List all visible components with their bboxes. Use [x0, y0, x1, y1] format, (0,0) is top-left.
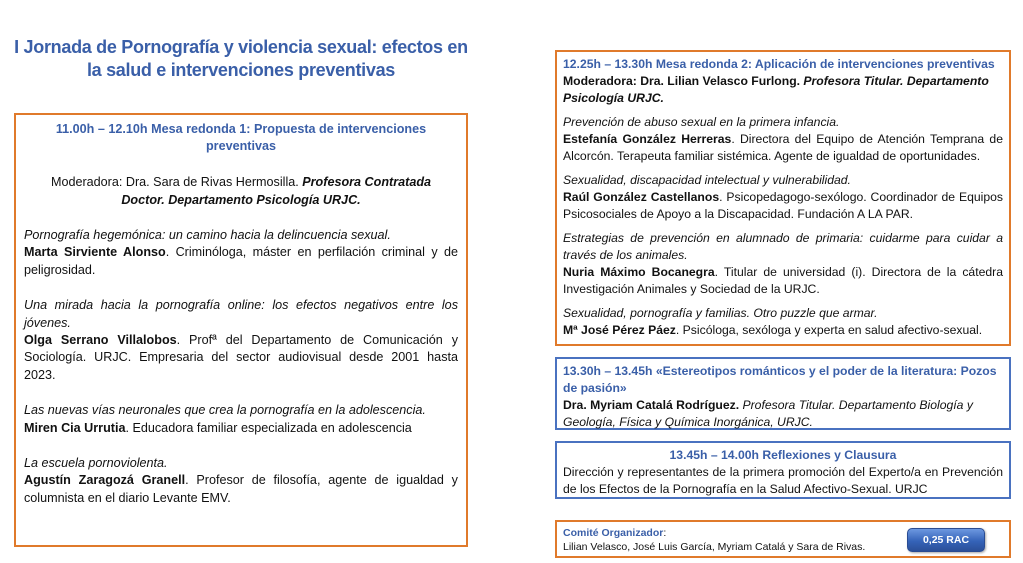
talk-speaker: Marta Sirviente Alonso: [24, 245, 166, 260]
talk-item: [24, 297, 458, 384]
talk-item: [24, 402, 458, 437]
talk-title: Sexualidad, discapacidad intelectual y vulnerabilidad.: [563, 173, 851, 187]
session-3-speaker: Dra. Myriam Catalá Rodríguez.: [563, 398, 740, 412]
talk-title: La escuela pornoviolenta.: [24, 456, 168, 471]
talk-speaker: Agustín Zaragozá Granell: [24, 473, 186, 488]
session-3-header: 13.30h – 13.45h «Estereotipos románticos y el poder de la literatura: Pozos de pasión»: [563, 364, 997, 395]
talk-title: Estrategias de prevención en alumnado de primaria: cuidarme para cuidar a través de los animales.: [563, 231, 1003, 262]
committee-colon: :: [663, 527, 667, 539]
talk-title: Sexualidad, pornografía y familias. Otro puzzle que armar.: [563, 306, 878, 320]
session-4-body: Dirección y representantes de la primera promoción del Experto/a en Prevención de los Efectos de la Pornografía en la Salud Afectivo-Sexual. URJC: [563, 465, 1003, 496]
talk-title: Pornografía hegemónica: un camino hacia la delincuencia sexual.: [24, 228, 391, 242]
talk-item: [24, 455, 458, 507]
talk-bio: . Titular de universidad (i). Directora de la cátedra Investigación Animales y Sociedad de la URJC.: [563, 265, 1003, 296]
talk-speaker: Raúl González Castellanos: [563, 190, 720, 204]
talk-speaker: Mª José Pérez Páez: [563, 323, 676, 337]
moderator-name: Moderadora: Dra. Sara de Rivas Hermosilla.: [50, 175, 303, 189]
talk-bio: . Profª del Departamento de Comunicación y Sociología. URJC. Empresaria del sector audiovisual desde 2001 hasta 2023.: [24, 333, 458, 382]
talk-item: [563, 305, 1003, 339]
credits-badge: 0,25 RAC: [907, 528, 985, 552]
talk-title: Una mirada hacia la pornografía online: los efectos negativos entre los jóvenes.: [24, 298, 458, 330]
talk-bio: . Psicóloga, sexóloga y experta en salud afectivo-sexual.: [675, 323, 983, 337]
talk-item: [563, 172, 1003, 223]
talk-bio: . Directora del Equipo de Atención Temprana de Alcorcón. Terapeuta familiar sistémica. Agente de igualdad de oportunidades.: [563, 132, 1003, 163]
moderator-role: Profesora Contratada Doctor. Departamento Psicología URJC.: [121, 175, 432, 207]
talk-bio: . Profesor de filosofía, agente de igualdad y columnista en el diario Levante EMV.: [24, 473, 458, 505]
session-2-moderator: [563, 73, 1003, 107]
session-1-box: [14, 113, 468, 547]
session-1-header: 11.00h – 12.10h Mesa redonda 1: Propuesta de intervenciones preventivas: [55, 122, 427, 153]
talk-item: [563, 114, 1003, 165]
session-1-moderator: [24, 173, 458, 209]
talk-bio: . Educadora familiar especializada en adolescencia: [125, 420, 412, 435]
committee-members: Lilian Velasco, José Luis García, Myriam Catalá y Sara de Rivas.: [563, 541, 866, 553]
talk-bio: . Criminóloga, máster en perfilación criminal y de peligrosidad.: [24, 245, 458, 277]
committee-box: [555, 520, 1011, 558]
session-4-box: [555, 441, 1011, 499]
moderator-role: Profesora Titular. Departamento Psicología URJC.: [563, 74, 989, 105]
talk-item: [24, 227, 458, 279]
talk-item: [563, 230, 1003, 298]
talk-speaker: Estefanía González Herreras: [563, 132, 732, 146]
talk-speaker: Olga Serrano Villalobos: [24, 333, 177, 348]
talk-speaker: Miren Cia Urrutia: [24, 420, 126, 435]
session-2-box: [555, 50, 1011, 346]
session-3-box: [555, 357, 1011, 430]
session-2-header: 12.25h – 13.30h Mesa redonda 2: Aplicación de intervenciones preventivas: [563, 57, 995, 71]
session-4-header: 13.45h – 14.00h Reflexiones y Clausura: [669, 448, 897, 462]
page-title: I Jornada de Pornografía y violencia sexual: efectos en la salud e intervenciones preventivas: [14, 37, 468, 80]
talk-title: Prevención de abuso sexual en la primera infancia.: [563, 115, 840, 129]
talk-bio: . Psicopedagogo-sexólogo. Coordinador de Equipos Psicosociales de Apoyo a la Discapacidad. Fundación A LA PAR.: [563, 190, 1003, 221]
talk-speaker: Nuria Máximo Bocanegra: [563, 265, 715, 279]
talk-title: Las nuevas vías neuronales que crea la pornografía en la adolescencia.: [24, 403, 426, 418]
session-3-role: Profesora Titular. Departamento Biología y Geología, Física y Química Inorgánica, URJC.: [563, 398, 973, 429]
moderator-name: Moderadora: Dra. Lilian Velasco Furlong.: [563, 74, 804, 88]
committee-label: Comité Organizador: [563, 527, 664, 539]
